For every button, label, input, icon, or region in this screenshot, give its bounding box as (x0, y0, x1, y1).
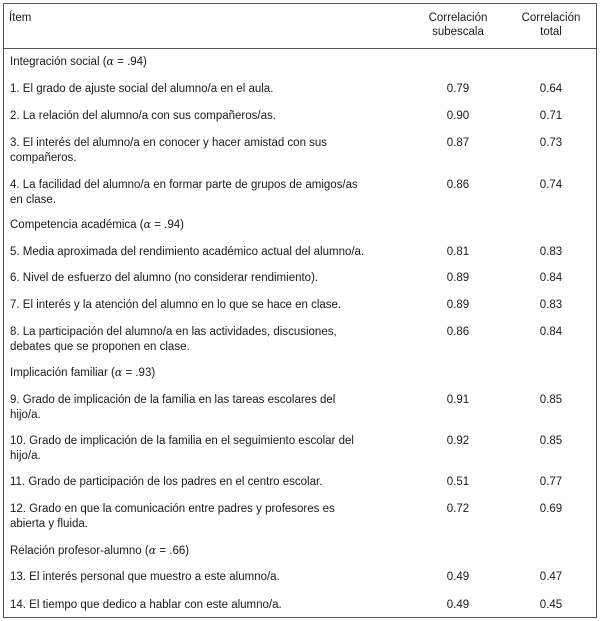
header-total-correlation: Correlación total (521, 12, 581, 38)
table-header (4, 4, 596, 49)
section-title: Competencia académica (α = .94) (10, 218, 184, 231)
section-title: Relación profesor-alumno (α = .66) (10, 544, 190, 557)
header-subscale-correlation: Correlación subescala (428, 12, 488, 38)
section-title: Integración social (α = .94) (10, 55, 147, 68)
section-title: Implicación familiar (α = .93) (10, 366, 156, 379)
header-item: Ítem (9, 12, 32, 24)
correlation-table: Ítem Correlación subescala Correlación total Integración social (α = .94) 1. El grado de ajuste social del alumno/a en el aula. 0.79 0.64 2. La relación del alumno/a con sus compañeros/as. 0.90 0.71 3. El interés del alumno/a en conocer y hacer amistad con sus compañeros. 0.87 0.73 4. La facilidad del alumno/a en formar parte de grupos de amigos/as en clase. 0.86 0.74 Competencia académica (α = .94) 5. Media aproximada del rendimiento académico actual del alumno/a. 0.81 0.83 6. Nivel de esfuerzo del alumno (no considerar rendimiento). 0.89 0.84 7. El interés y la atención del alumno en lo que se hace en clase. 0.89 0.83 8. La participación del alumno/a en las actividades, discusiones, debates que se proponen en clase. 0.86 0.84 Implicación familiar (α = .93) 9. Grado de implicación de la familia en las tareas escolares del hijo/a. 0.91 0.85 10. Grado de implicación de la familia en el seguimiento escolar del hijo/a. 0.92 0.85 11. Grado de participación de los padres en el centro escolar. 0.51 0.77 12. Grado en que la comunicación entre padres y profesores es abierta y fluida. 0.72 0.69 Relación profesor-alumno (α = .66) 13. El interés personal que muestro a este alumno/a. 0.49 0.47 14. El tiempo que dedico a hablar con este alumno/a. 0.49 0.45 (3, 3, 597, 618)
